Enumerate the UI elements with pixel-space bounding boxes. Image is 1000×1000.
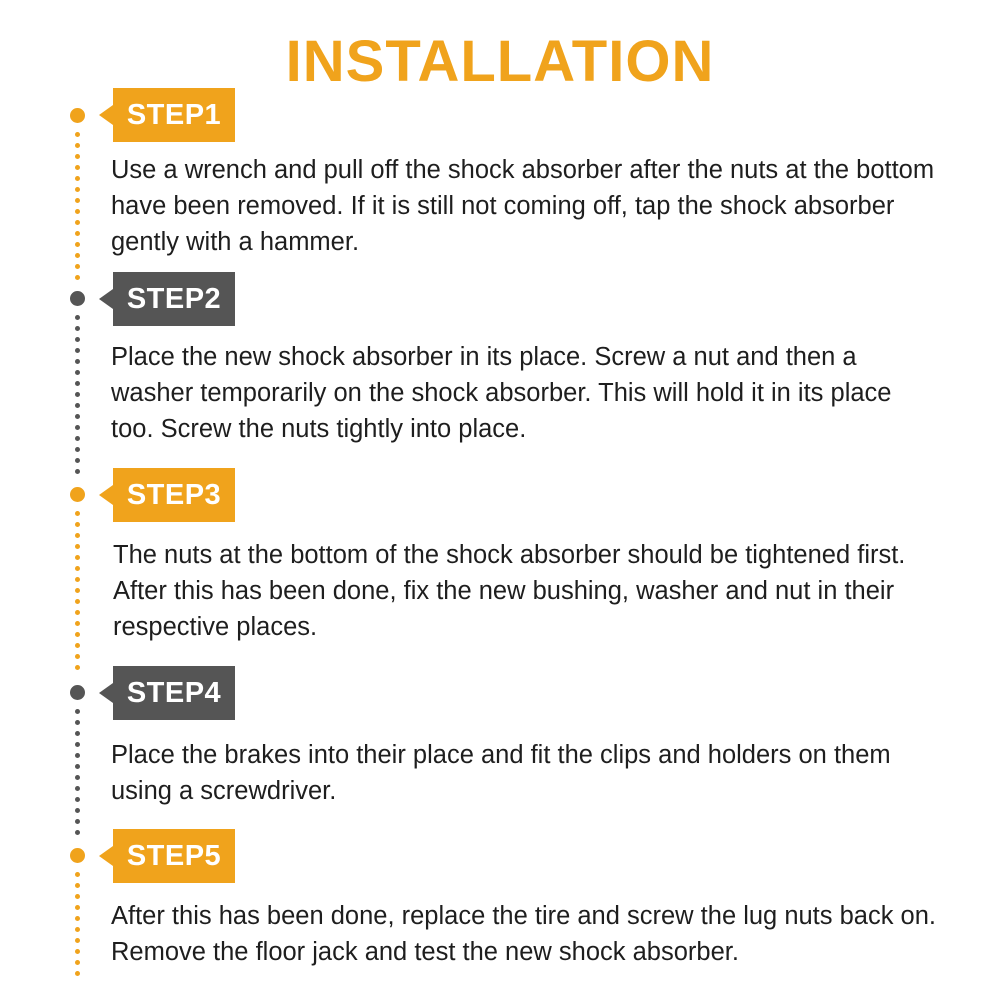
timeline-dot [75, 143, 80, 148]
timeline-dot [75, 905, 80, 910]
timeline-dot [75, 753, 80, 758]
timeline-dot [75, 819, 80, 824]
timeline-dot [75, 176, 80, 181]
timeline-dot [75, 348, 80, 353]
timeline-dots-5 [75, 872, 80, 982]
timeline-dot [75, 359, 80, 364]
timeline-dot [75, 220, 80, 225]
timeline-dot [75, 381, 80, 386]
step-1-notch [99, 105, 113, 125]
timeline-dot [75, 544, 80, 549]
timeline-dot [75, 764, 80, 769]
step-2-notch [99, 289, 113, 309]
step-5-label: STEP5 [126, 839, 222, 872]
timeline-dot [75, 872, 80, 877]
timeline-dot [75, 916, 80, 921]
timeline-dot [75, 264, 80, 269]
timeline-dot [75, 337, 80, 342]
step-2-tag [113, 272, 235, 326]
timeline-dot [75, 720, 80, 725]
timeline-dot [75, 971, 80, 976]
timeline-dot [75, 949, 80, 954]
timeline-dot [75, 786, 80, 791]
timeline-dot [75, 643, 80, 648]
step-1-label: STEP1 [126, 98, 222, 131]
timeline-dot [75, 960, 80, 965]
timeline-dot [75, 621, 80, 626]
timeline-dot [75, 370, 80, 375]
timeline-dot [75, 577, 80, 582]
timeline-node-2 [70, 291, 85, 306]
step-3-notch [99, 485, 113, 505]
timeline-dot [75, 927, 80, 932]
timeline-dot [75, 883, 80, 888]
step-2-text: Place the new shock absorber in its place. Screw a nut and then a washer temporarily on the shock absorber. This will hold it in its place too. Screw the nuts tightly into place. [111, 343, 892, 443]
timeline-node-1 [70, 108, 85, 123]
timeline-dot [75, 632, 80, 637]
timeline-dot [75, 709, 80, 714]
timeline-dots-2 [75, 315, 80, 480]
timeline-dot [75, 187, 80, 192]
timeline-dot [75, 326, 80, 331]
timeline-dot [75, 447, 80, 452]
timeline-dot [75, 775, 80, 780]
timeline-dot [75, 599, 80, 604]
step-4-notch [99, 683, 113, 703]
timeline-dot [75, 165, 80, 170]
step-3-text: The nuts at the bottom of the shock absorber should be tightened first. After this has been done, fix the new bushing, washer and nut in their respective places. [113, 541, 906, 641]
timeline-dot [75, 555, 80, 560]
timeline-node-3 [70, 487, 85, 502]
timeline-dot [75, 253, 80, 258]
timeline-dot [75, 511, 80, 516]
step-5-tag [113, 829, 235, 883]
timeline-dot [75, 414, 80, 419]
timeline-dot [75, 731, 80, 736]
step-1-text: Use a wrench and pull off the shock absorber after the nuts at the bottom have been removed. If it is still not coming off, tap the shock absorber gently with a hammer. [111, 156, 935, 256]
step-1-tag [113, 88, 235, 142]
step-3-tag [113, 468, 235, 522]
timeline-dot [75, 242, 80, 247]
step-2-label: STEP2 [126, 282, 222, 315]
timeline-dot [75, 610, 80, 615]
timeline-dot [75, 665, 80, 670]
timeline-dot [75, 830, 80, 835]
timeline-dot [75, 894, 80, 899]
step-5-notch [99, 846, 113, 866]
timeline-dot [75, 436, 80, 441]
timeline-dot [75, 154, 80, 159]
step-4-text: Place the brakes into their place and fit the clips and holders on them using a screwdriver. [111, 741, 891, 805]
timeline-dot [75, 566, 80, 571]
timeline-dot [75, 797, 80, 802]
timeline-dot [75, 392, 80, 397]
timeline-dot [75, 198, 80, 203]
timeline-dot [75, 533, 80, 538]
timeline-dot [75, 654, 80, 659]
timeline-dot [75, 458, 80, 463]
timeline-dot [75, 132, 80, 137]
step-4-label: STEP4 [126, 676, 222, 709]
timeline-dots-4 [75, 709, 80, 841]
step-3-label: STEP3 [126, 478, 222, 511]
timeline-dot [75, 315, 80, 320]
timeline-dot [75, 808, 80, 813]
timeline-dot [75, 231, 80, 236]
timeline-node-4 [70, 685, 85, 700]
timeline-dot [75, 209, 80, 214]
timeline-dot [75, 588, 80, 593]
timeline-dots-1 [75, 132, 80, 286]
page-title: INSTALLATION [285, 29, 715, 94]
timeline-dot [75, 425, 80, 430]
step-4-tag [113, 666, 235, 720]
timeline-dot [75, 522, 80, 527]
step-5-text: After this has been done, replace the tire and screw the lug nuts back on. Remove the floor jack and test the new shock absorber. [111, 902, 937, 966]
timeline-dots-3 [75, 511, 80, 676]
timeline-dot [75, 742, 80, 747]
timeline-dot [75, 469, 80, 474]
timeline-dot [75, 275, 80, 280]
timeline-node-5 [70, 848, 85, 863]
timeline-dot [75, 403, 80, 408]
timeline-dot [75, 938, 80, 943]
